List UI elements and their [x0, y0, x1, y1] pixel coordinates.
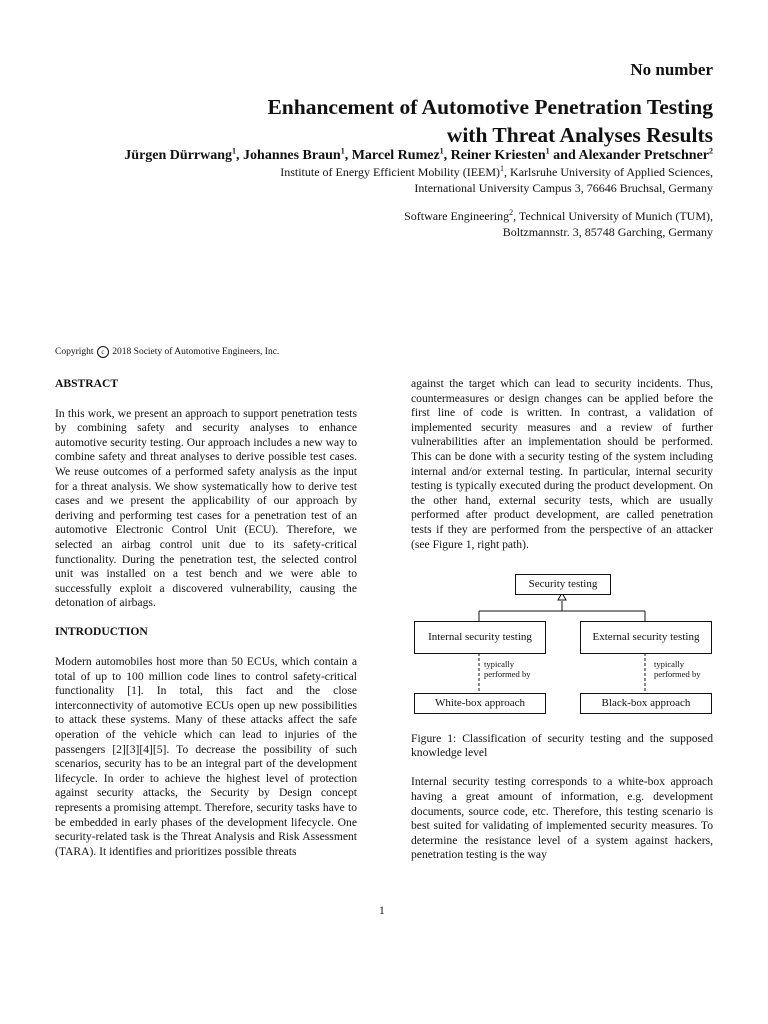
author-separator: , [443, 148, 451, 163]
figure-1-diagram [411, 567, 713, 717]
external-testing-box: External security testing [580, 621, 712, 654]
author-separator: and [549, 148, 579, 163]
author-separator: , [344, 148, 352, 163]
author: Johannes Braun [243, 148, 341, 163]
affiliation-2-address: Boltzmannstr. 3, 85748 Garching, Germany [502, 225, 713, 239]
page-number: 1 [379, 905, 385, 917]
right-note [654, 659, 701, 679]
title-line-2: with Threat Analyses Results [446, 123, 713, 147]
black-box-approach-box: Black-box approach [580, 693, 712, 714]
author-affil-mark: 1 [232, 146, 237, 156]
affiliation-2-name: Software Engineering [404, 209, 510, 223]
author-list [124, 148, 713, 164]
body-paragraph-2: Internal security testing corresponds to a white-box approach having a great amount of information, e.g. development documents, source code, etc. Therefore, this testing scenario is best suited for validating of implemented security measures. To determine the resistance level of a system against hackers, penetration testing is the way [411, 775, 713, 862]
affiliation-2-rest: , Technical University of Munich (TUM), [513, 209, 713, 223]
affiliation-2-mark: 2 [509, 208, 514, 217]
left-note-line-1: typically [484, 658, 515, 669]
author-affil-mark: 1 [545, 146, 550, 156]
copyright-prefix: Copyright [55, 347, 94, 358]
figure-1-caption: Figure 1: Classification of security testing and the supposed knowledge level [411, 731, 713, 760]
affiliation-1-address: International University Campus 3, 76646 Bruchsal, Germany [414, 181, 713, 195]
internal-testing-box: Internal security testing [414, 621, 546, 654]
author: Marcel Rumez [351, 148, 440, 163]
author-affil-mark: 1 [340, 146, 345, 156]
abstract-text: In this work, we present an approach to support penetration tests by combining safety and security analyses to enhance automotive security testing. Our approach includes a new way to combine safety and threat analyses to derive possible test cases. We reuse outcomes of a performed safety analysis as the input for a threat analysis. We show systematically how to derive test cases and we present the applicability of our approach by deriving and performing test cases for a penetration test of an automotive Electronic Control Unit (ECU). Therefore, we selected an airbag control unit due to its safety-critical functionality. During the penetration test, the selected control unit was installed on a test bench and we were able to successfully exploit a discovered vulnerability, causing the detonation of airbags. [55, 406, 357, 610]
right-column [411, 377, 713, 877]
body-paragraph-1: against the target which can lead to security incidents. Thus, countermeasures or design changes can be applied before the first line of code is written. In contrast, a validation of implemented security measures and a review of further vulnerabilities after an implementation should be performed. This can be done with a security testing of the system including internal and/or external testing. In particular, internal security testing is typically executed during the product development. On the other hand, external security tests, which are usually performed after product development, are called penetration tests if they are performed from the perspective of an attacker (see Figure 1, right path). [411, 377, 713, 551]
left-note [484, 659, 531, 679]
security-testing-box: Security testing [515, 574, 611, 595]
affiliation-1-line-1 [280, 164, 713, 180]
author-separator: , [236, 148, 244, 163]
affiliation-2-line-1 [404, 208, 713, 224]
affiliation-1-name: Institute of Energy Efficient Mobility (IEEM) [280, 165, 501, 179]
author: Alexander Pretschner [578, 148, 709, 163]
white-box-approach-box: White-box approach [414, 693, 546, 714]
copyright-symbol: c [97, 346, 109, 358]
author: Jürgen Dürrwang [124, 148, 233, 163]
affiliation-1-rest: , Karlsruhe University of Applied Sciences, [504, 165, 713, 179]
affiliation-1 [280, 164, 713, 196]
author: Reiner Kriesten [450, 148, 546, 163]
affiliation-1-mark: 1 [500, 164, 505, 173]
left-note-line-2: performed by [484, 668, 531, 679]
right-note-line-2: performed by [654, 668, 701, 679]
introduction-text: Modern automobiles host more than 50 ECUs, which contain a total of up to 100 million code lines to control safety-critical functionality [1]. In total, this fact and the close interconnectivity of automotive ECUs open up new possibilities to attack these systems. Many of these attacks affect the safe operation of the vehicle which can lead to injuries of the passengers [2][3][4][5]. To decrease the possibility of such scenarios, security has to be an integral part of the development lifecycle. In order to achieve the highest level of protection against security attacks, the Security by Design concept represents a promising attempt. Therefore, security tasks have to be embedded in early phases of the development lifecycle. One security-related task is the Threat Analysis and Risk Assessment (TARA). It identifies and prioritizes possible threats [55, 655, 357, 858]
paper-title [267, 93, 713, 149]
title-line-1: Enhancement of Automotive Penetration Testing [267, 95, 713, 119]
copyright-text: 2018 Society of Automotive Engineers, Inc. [112, 347, 280, 358]
introduction-heading: INTRODUCTION [55, 625, 148, 639]
affiliation-2 [404, 208, 713, 240]
right-note-line-1: typically [654, 658, 685, 669]
copyright-notice [55, 346, 279, 358]
author-affil-mark: 1 [439, 146, 444, 156]
left-column [55, 377, 357, 874]
abstract-heading: ABSTRACT [55, 377, 119, 390]
paper-number: No number [630, 60, 713, 79]
author-affil-mark: 2 [709, 146, 713, 156]
